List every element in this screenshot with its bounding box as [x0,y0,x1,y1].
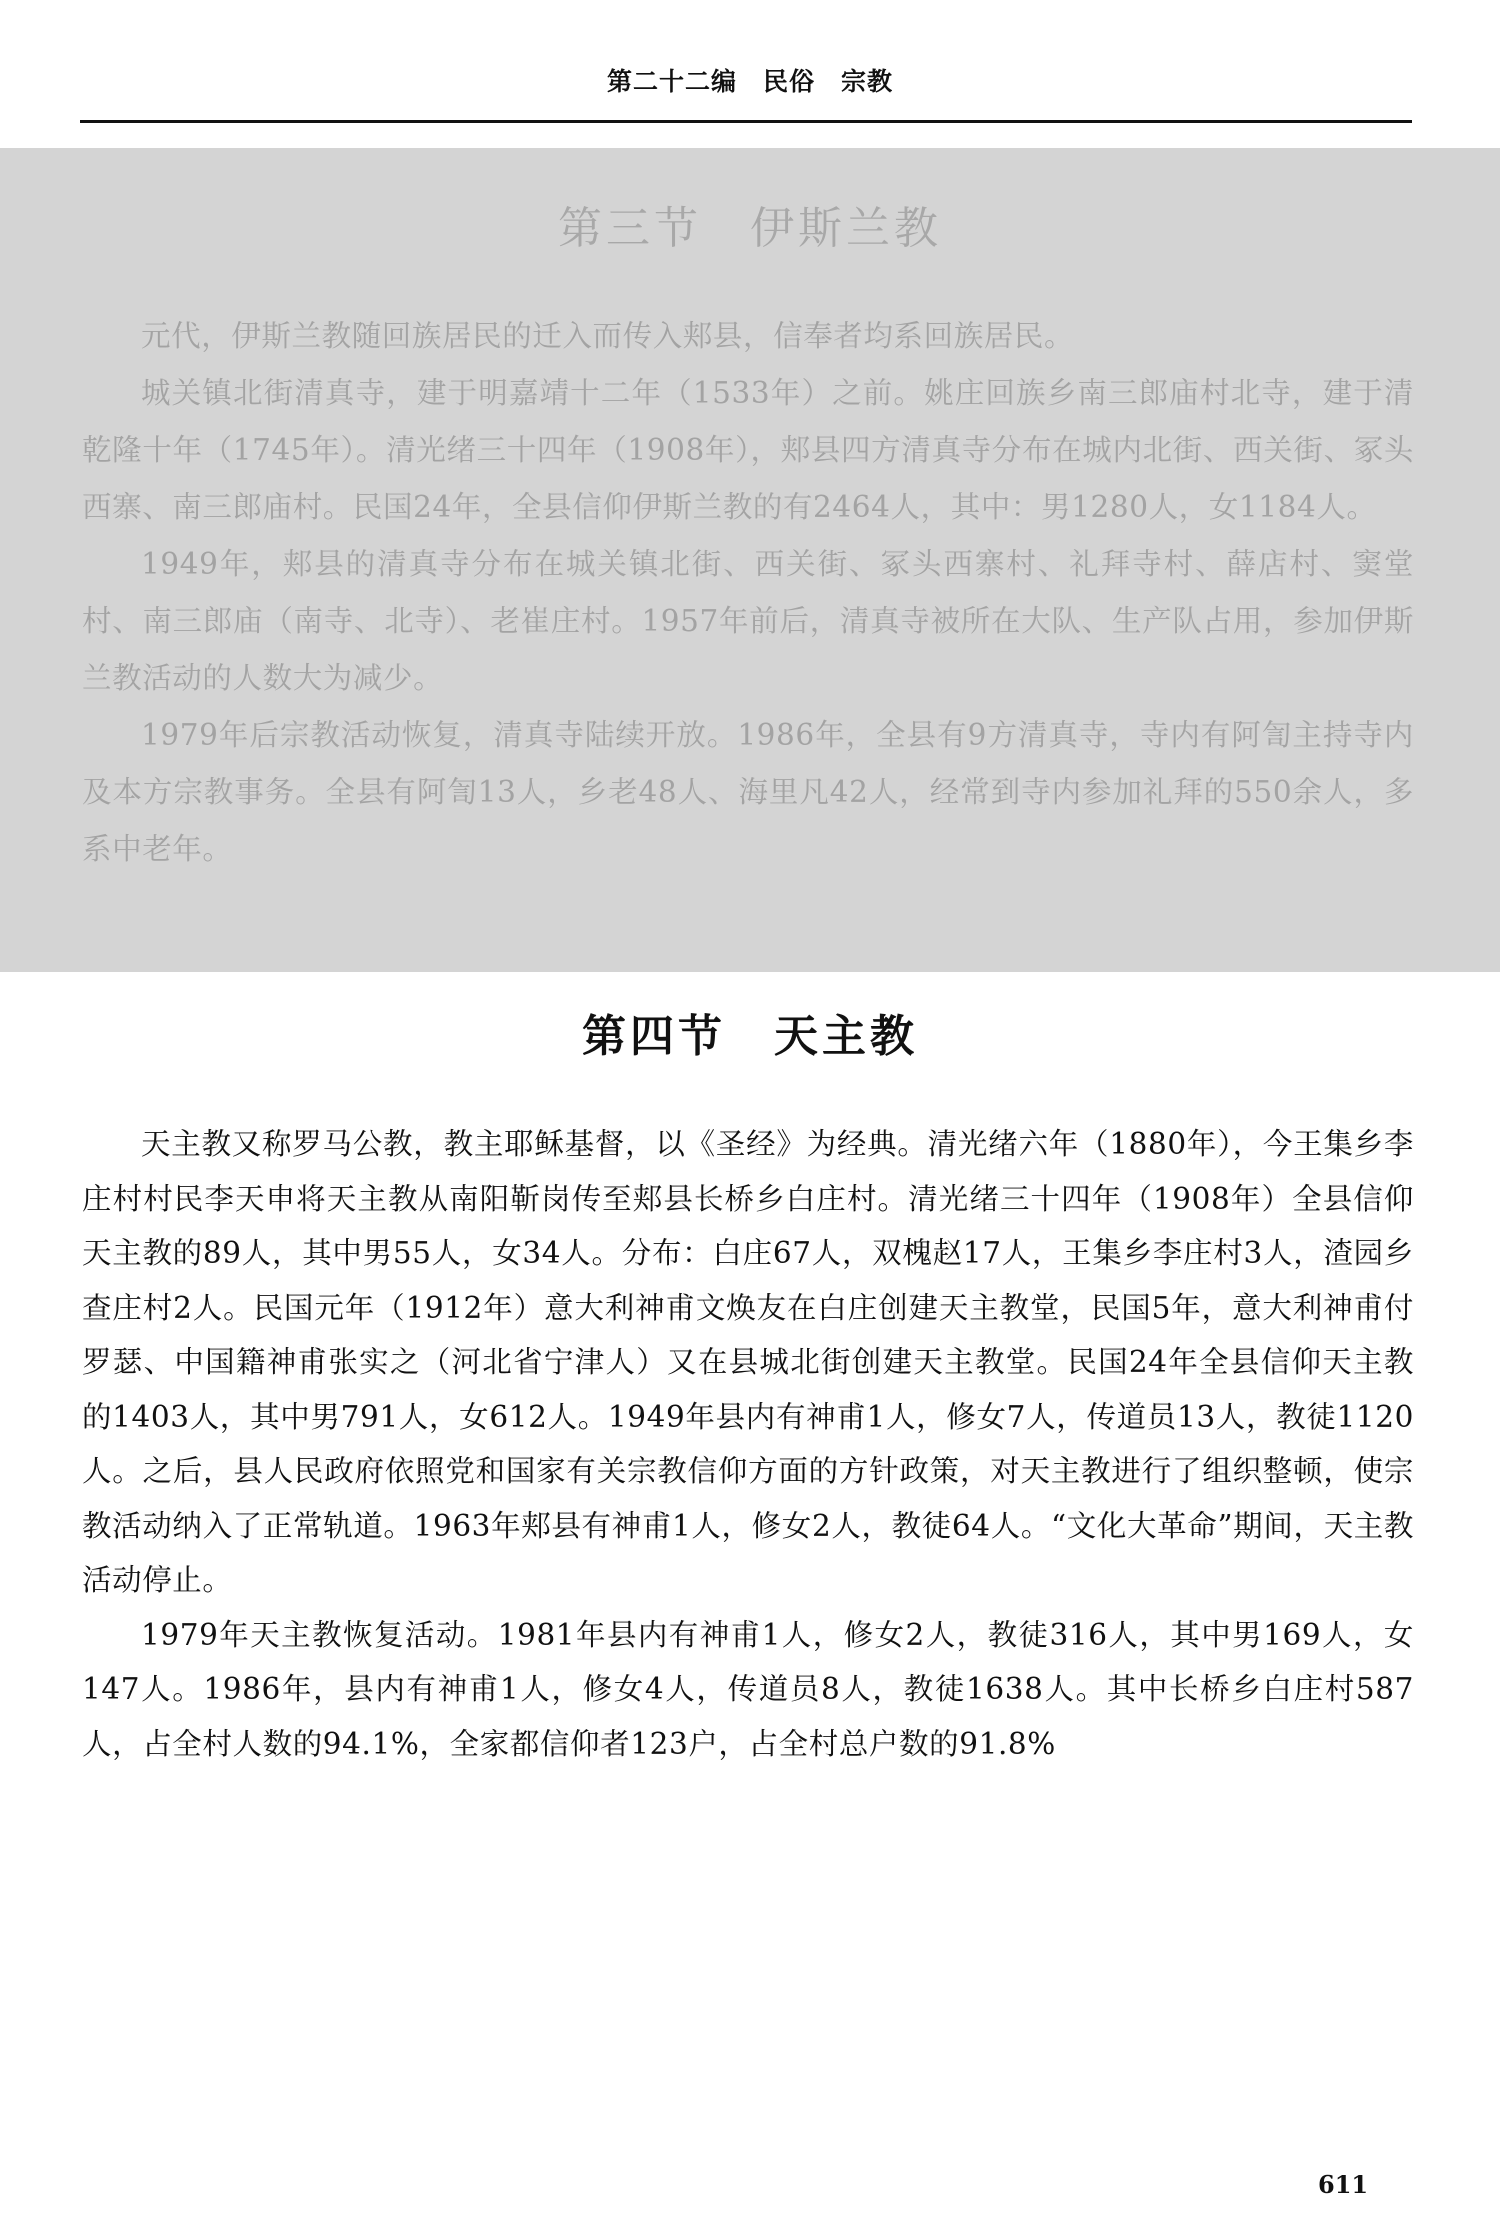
section-title-catholicism: 第四节 天主教 [582,1011,918,1062]
paragraph: 1979年后宗教活动恢复，清真寺陆续开放。1986年，全县有9方清真寺，寺内有阿訇主持寺内及本方宗教事务。全县有阿訇13人，乡老48人、海里凡42人，经常到寺内参加礼拜的550余人，多系中老年。 [82,718,1414,866]
section-islam [0,148,1500,972]
paragraph: 元代，伊斯兰教随回族居民的迁入而传入郏县，信奉者均系回族居民。 [141,319,1075,353]
page-number: 611 [1318,2170,1369,2199]
paragraph: 天主教又称罗马公教，教主耶稣基督，以《圣经》为经典。清光绪六年（1880年），今王集乡李庄村村民李天申将天主教从南阳靳岗传至郏县长桥乡白庄村。清光绪三十四年（1908年）全县信仰天主教的89人，其中男55人，女34人。分布：白庄67人，双槐赵17人，王集乡李庄村3人，渣园乡查庄村2人。民国元年（1912年）意大利神甫文焕友在白庄创建天主教堂，民国5年，意大利神甫付罗瑟、中国籍神甫张实之（河北省宁津人）又在县城北街创建天主教堂。民国24年全县信仰天主教的1403人，其中男791人，女612人。1949年县内有神甫1人，修女7人，传道员13人，教徒1120人。之后，县人民政府依照党和国家有关宗教信仰方面的方针政策，对天主教进行了组织整顿，使宗教活动纳入了正常轨道。1963年郏县有神甫1人，修女2人，教徒64人。“文化大革命”期间，天主教活动停止。 [82,1127,1414,1597]
section-body-catholicism [82,1117,1414,1771]
section-title-islam: 第三节 伊斯兰教 [558,203,942,254]
section-body-islam [82,308,1414,878]
paragraph: 1949年，郏县的清真寺分布在城关镇北街、西关街、冢头西寨村、礼拜寺村、薛店村、窦堂村、南三郎庙（南寺、北寺）、老崔庄村。1957年前后，清真寺被所在大队、生产队占用，参加伊斯兰教活动的人数大为减少。 [82,547,1414,695]
header-rule [80,120,1412,123]
paragraph: 1979年天主教恢复活动。1981年县内有神甫1人，修女2人，教徒316人，其中男169人，女147人。1986年，县内有神甫1人，修女4人，传道员8人，教徒1638人。其中长桥乡白庄村587人，占全村人数的94.1%，全家都信仰者123户，占全村总户数的91.8% [82,1617,1414,1761]
paragraph: 城关镇北街清真寺，建于明嘉靖十二年（1533年）之前。姚庄回族乡南三郎庙村北寺，建于清乾隆十年（1745年）。清光绪三十四年（1908年），郏县四方清真寺分布在城内北街、西关街、冢头西寨、南三郎庙村。民国24年，全县信仰伊斯兰教的有2464人，其中：男1280人，女1184人。 [82,376,1414,524]
running-header: 第二十二编 民俗 宗教 [606,67,893,96]
